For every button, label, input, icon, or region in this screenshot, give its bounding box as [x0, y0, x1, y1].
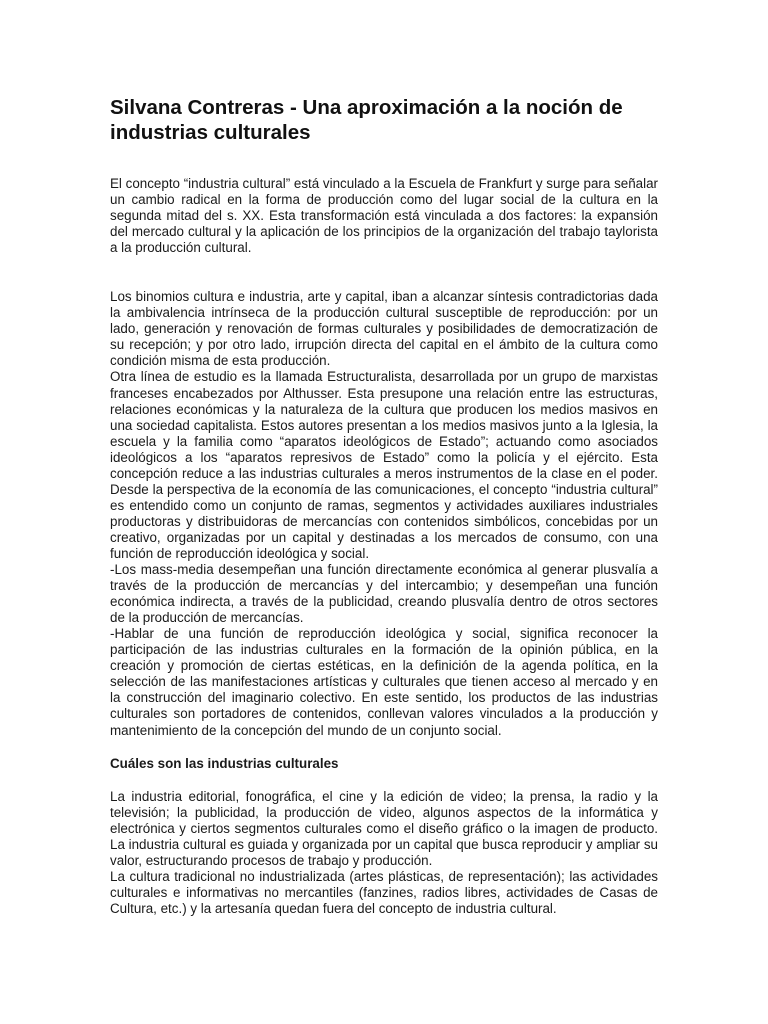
section-paragraph-2: La cultura tradicional no industrializada (artes plásticas, de representación); las actividades culturales e informativas no mercantiles (fanzines, radios libres, actividades de Casas de Cultura, etc.) y la artesanía quedan fuera del concepto de industria cultural. — [110, 868, 658, 916]
paragraph-spacer — [110, 739, 658, 756]
document-page — [110, 95, 658, 917]
body-paragraph-2: Otra línea de estudio es la llamada Estructuralista, desarrollada por un grupo de marxistas franceses encabezados por Althusser. Esta presupone una relación entre las estructuras, relaciones económicas y la naturaleza de la cultura que producen los medios masivos en una sociedad capitalista. Estos autores presentan a los medios masivos junto a la Iglesia, la escuela y la familia como “aparatos ideológicos de Estado”; actuando como asociados ideológicos a los “aparatos represivos de Estado” como la policía y el ejército. Esta concepción reduce a las industrias culturales a meros instrumentos de la clase en el poder. Desde la perspectiva de la economía de las comunicaciones, el concepto “industria cultural” es entendido como un conjunto de ramas, segmentos y actividades auxiliares industriales productoras y distribuidoras de mercancías con contenidos simbólicos, concebidas por un creativo, organizadas por un capital y destinadas a los mercados de consumo, con una función de reproducción ideológica y social. — [110, 369, 658, 561]
body-paragraph-3: -Los mass-media desempeñan una función directamente económica al generar plusvalía a través de la producción de mercancías y del intercambio; y desempeñan una función económica indirecta, a través de la publicidad, creando plusvalía dentro de otros sectores de la producción de mercancías. — [110, 562, 658, 626]
section-heading: Cuáles son las industrias culturales — [110, 755, 339, 771]
section-paragraph-1: La industria editorial, fonográfica, el cine y la edición de video; la prensa, la radio y la televisión; la publicidad, la producción de video, algunos aspectos de la informática y electrónica y ciertos segmentos culturales como el diseño gráfico o la imagen de producto. La industria cultural es guiada y organizada por un capital que busca reproducir y ampliar su valor, estructurando procesos de trabajo y producción. — [110, 788, 658, 868]
intro-paragraph: El concepto “industria cultural” está vinculado a la Escuela de Frankfurt y surge para señalar un cambio radical en la forma de producción como del lugar social de la cultura en la segunda mitad del s. XX. Esta transformación está vinculada a dos factores: la expansión del mercado cultural y la aplicación de los principios de la organización del trabajo taylorista a la producción cultural. — [110, 176, 658, 256]
paragraph-spacer — [110, 772, 658, 789]
body-paragraph-4: -Hablar de una función de reproducción ideológica y social, significa reconocer la participación de las industrias culturales en la formación de la opinión pública, en la creación y promoción de ciertas estéticas, en la definición de la agenda política, en la selección de las manifestaciones artísticas y culturales que tienen acceso al mercado y en la construcción del imaginario colectivo. En este sentido, los productos de las industrias culturales son portadores de contenidos, conllevan valores vinculados a la producción y mantenimiento de la concepción del mundo de un conjunto social. — [110, 626, 658, 738]
paragraph-spacer — [110, 256, 658, 289]
document-title: Silvana Contreras - Una aproximación a la noción de industrias culturales — [110, 96, 623, 144]
body-paragraph-1: Los binomios cultura e industria, arte y capital, iban a alcanzar síntesis contradictorias dada la ambivalencia intrínseca de la producción cultural susceptible de reproducción: por un lado, generación y renovación de formas culturales y posibilidades de democratización de su recepción; y por otro lado, irrupción directa del capital en el ámbito de la cultura como condición misma de esta producción. — [110, 289, 658, 369]
